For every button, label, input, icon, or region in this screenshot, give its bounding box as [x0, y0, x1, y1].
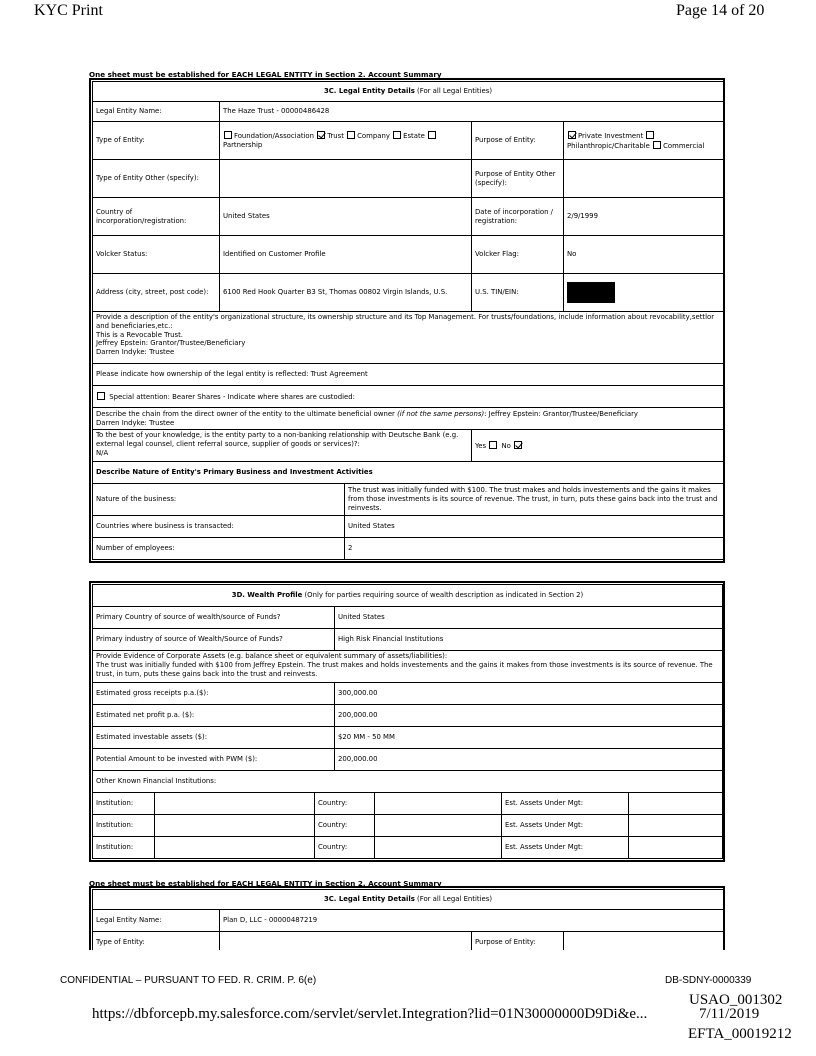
institution-aum-value — [629, 793, 723, 815]
institution-country-label: Country: — [315, 837, 375, 859]
primary-industry-value: High Risk Financial Institutions — [335, 629, 723, 651]
institution-row — [93, 837, 723, 859]
legal-entity-details-section-2 — [89, 886, 725, 950]
type-other-value — [220, 160, 472, 198]
print-date: 7/11/2019 — [699, 1006, 760, 1022]
purpose-other-label: Purpose of Entity Other (specify): — [472, 160, 564, 198]
gross-receipts-label: Estimated gross receipts p.a.($): — [93, 683, 335, 705]
bearer-shares-label: Special attention: Bearer Shares - Indicate where shares are custodied: — [109, 392, 355, 401]
legal-entity-name-label: Legal Entity Name: — [93, 102, 220, 122]
entity-description-line-2: Jeffrey Epstein: Grantor/Trustee/Beneficiary — [96, 339, 246, 348]
bates-number-sdny: DB-SDNY-0000339 — [665, 975, 752, 986]
section-3c-2-title: 3C. Legal Entity Details — [323, 895, 415, 904]
type-of-entity-label-2: Type of Entity: — [93, 932, 220, 951]
gross-receipts-value: 300,000.00 — [335, 683, 723, 705]
entity-description-cell — [93, 312, 724, 364]
volcker-status-label: Volcker Status: — [93, 236, 220, 274]
partnership-option-label: Partnership — [223, 141, 263, 149]
institution-aum-label: Est. Assets Under Mgt: — [502, 815, 629, 837]
institution-country-value — [375, 793, 502, 815]
nonbanking-yesno — [472, 430, 724, 462]
primary-country-label: Primary Country of source of wealth/source of Funds? — [93, 607, 335, 629]
institution-aum-value — [629, 837, 723, 859]
trust-option-label: Trust — [327, 132, 344, 141]
entity-description-line-1: This is a Revocable Trust. — [96, 330, 183, 339]
type-of-entity-value-2 — [220, 932, 472, 951]
tin-value-cell — [564, 274, 724, 312]
nonbanking-prompt: To the best of your knowledge, is the entity party to a non-banking relationship with Deutsche Bank (e.g. external legal counsel, client referral source, supplier of goods or services)?: — [96, 431, 459, 448]
institution-value — [155, 837, 315, 859]
institution-country-label: Country: — [315, 815, 375, 837]
country-incorporation-value: United States — [220, 198, 472, 236]
private-investment-checkbox[interactable] — [568, 131, 576, 139]
foundation-checkbox[interactable] — [224, 131, 232, 139]
date-incorporation-value: 2/9/1999 — [564, 198, 724, 236]
bearer-shares-checkbox[interactable] — [97, 392, 105, 400]
ownership-chain-value: Jeffrey Epstein: Grantor/Trustee/Beneficiary — [488, 409, 639, 418]
institution-label: Institution: — [93, 837, 155, 859]
confidential-notice: CONFIDENTIAL – PURSUANT TO FED. R. CRIM. P. 6(e) — [60, 975, 317, 986]
date-incorporation-label: Date of incorporation / registration: — [472, 198, 564, 236]
philanthropic-checkbox[interactable] — [646, 131, 654, 139]
institution-aum-label: Est. Assets Under Mgt: — [502, 837, 629, 859]
commercial-checkbox[interactable] — [653, 141, 661, 149]
institution-label: Institution: — [93, 815, 155, 837]
ownership-chain-value-2: Darren Indyke: Trustee — [96, 418, 175, 427]
legal-entity-name-value: The Haze Trust - 00000486428 — [220, 102, 724, 122]
pwm-amount-value: 200,000.00 — [335, 749, 723, 771]
foundation-option-label: Foundation/Association — [234, 132, 315, 141]
ownership-value: Trust Agreement — [310, 370, 368, 379]
institution-value — [155, 793, 315, 815]
company-checkbox[interactable] — [347, 131, 355, 139]
efta-stamp: EFTA_00019212 — [688, 1026, 792, 1042]
volcker-flag-label: Volcker Flag: — [472, 236, 564, 274]
countries-label: Countries where business is transacted: — [93, 516, 345, 538]
purpose-of-entity-label: Purpose of Entity: — [472, 122, 564, 160]
nature-of-business-label: Nature of the business: — [93, 484, 345, 516]
nature-of-business-value: The trust was initially funded with $100. The trust makes and holds investements and the gains it makes from those investments is its source of revenue. The trust, in turn, puts these gains back into the trust and reinvests. — [345, 484, 724, 516]
ownership-cell — [93, 364, 724, 386]
ownership-chain-note: (if not the same persons) — [397, 409, 485, 418]
address-label: Address (city, street, post code): — [93, 274, 220, 312]
wealth-profile-section — [89, 581, 725, 862]
entity-description-prompt: Provide a description of the entity's organizational structure, its ownership structure and its Top Management. For trusts/foundations, include information about revocability,settlor and beneficiaries,etc.: — [96, 313, 715, 330]
trust-checkbox[interactable] — [317, 131, 325, 139]
company-option-label: Company — [357, 132, 390, 141]
section-3c-2-subtitle: (For all Legal Entities) — [414, 895, 493, 904]
section-3d-title: 3D. Wealth Profile — [231, 591, 303, 600]
business-heading: Describe Nature of Entity's Primary Business and Investment Activities — [93, 462, 724, 484]
section-3c-subtitle: (For all Legal Entities) — [414, 87, 493, 96]
bearer-shares-cell — [93, 386, 724, 408]
estate-checkbox[interactable] — [393, 131, 401, 139]
investable-assets-value: $20 MM - 50 MM — [335, 727, 723, 749]
nonbanking-value: N/A — [96, 448, 109, 457]
purpose-other-value — [564, 160, 724, 198]
source-url[interactable]: https://dbforcepb.my.salesforce.com/servlet/servlet.Integration?lid=01N30000000D9Di&e... — [92, 1006, 648, 1022]
institution-row — [93, 793, 723, 815]
yes-checkbox[interactable] — [489, 441, 497, 449]
private-investment-label: Private Investment — [578, 131, 644, 140]
tin-label: U.S. TIN/EIN: — [472, 274, 564, 312]
investable-assets-label: Estimated investable assets ($): — [93, 727, 335, 749]
legal-entity-name-value-2: Plan D, LLC - 00000487219 — [220, 910, 724, 932]
usao-stamp: USAO_001302 — [689, 992, 783, 1008]
page-header-title: KYC Print — [34, 2, 103, 19]
purpose-of-entity-label-2: Purpose of Entity: — [472, 932, 564, 951]
section-3d-title-cell — [93, 585, 723, 607]
address-value: 6100 Red Hook Quarter B3 St, Thomas 00802 Virgin Islands, U.S. — [220, 274, 472, 312]
institution-label: Institution: — [93, 793, 155, 815]
type-of-entity-label: Type of Entity: — [93, 122, 220, 160]
corporate-assets-prompt: Provide Evidence of Corporate Assets (e.g. balance sheet or equivalent summary of assets/liabilities): — [96, 652, 448, 660]
purpose-of-entity-options — [564, 122, 724, 160]
section-3c-title-cell — [93, 82, 724, 102]
nonbanking-cell — [93, 430, 472, 462]
purpose-of-entity-value-2 — [564, 932, 724, 951]
legal-entity-details-section — [89, 78, 725, 563]
employees-value: 2 — [345, 538, 724, 560]
no-label: No — [501, 441, 511, 450]
institution-aum-label: Est. Assets Under Mgt: — [502, 793, 629, 815]
section-3d-subtitle: (Only for parties requiring source of wealth description as indicated in Section 2) — [302, 591, 584, 600]
net-profit-label: Estimated net profit p.a. ($): — [93, 705, 335, 727]
corporate-assets-value: The trust was initially funded with $100 from Jeffrey Epstein. The trust makes and holds investements and the gains it makes from those investments is its source of revenue. The trust, in turn, puts these gains back into the trust and reinvests. — [96, 660, 713, 678]
institution-aum-value — [629, 815, 723, 837]
pwm-amount-label: Potential Amount to be invested with PWM ($): — [93, 749, 335, 771]
ownership-prompt: Please indicate how ownership of the legal entity is reflected: — [96, 370, 309, 379]
legal-entity-details-table-2 — [92, 889, 724, 950]
countries-value: United States — [345, 516, 724, 538]
primary-country-value: United States — [335, 607, 723, 629]
net-profit-value: 200,000.00 — [335, 705, 723, 727]
legal-entity-details-table — [92, 81, 724, 560]
type-of-entity-options — [220, 122, 472, 160]
institution-row — [93, 815, 723, 837]
ownership-chain-cell: Describe the chain from the direct owner of the entity to the ultimate beneficial owner (if not the same persons): Jeffrey Epstein: Grantor/Trustee/Beneficiary Darren Indyke: Trustee — [93, 408, 724, 430]
institution-value — [155, 815, 315, 837]
institution-country-value — [375, 815, 502, 837]
volcker-flag-value: No — [564, 236, 724, 274]
yes-label: Yes — [475, 441, 487, 450]
ownership-chain-prompt: Describe the chain from the direct owner of the entity to the ultimate beneficial owner — [96, 409, 395, 418]
sheet-note: One sheet must be established for EACH LEGAL ENTITY in Section 2. Account Summary — [89, 70, 442, 79]
commercial-label: Commercial — [663, 141, 705, 150]
other-institutions-label: Other Known Financial Institutions: — [93, 771, 723, 793]
corporate-assets-cell — [93, 651, 723, 683]
primary-industry-label: Primary industry of source of Wealth/Source of Funds? — [93, 629, 335, 651]
country-incorporation-label: Country of incorporation/registration: — [93, 198, 220, 236]
partnership-checkbox[interactable] — [428, 131, 436, 139]
legal-entity-name-label-2: Legal Entity Name: — [93, 910, 220, 932]
type-other-label: Type of Entity Other (specify): — [93, 160, 220, 198]
wealth-profile-table — [92, 584, 723, 859]
estate-option-label: Estate — [403, 132, 425, 141]
section-3c-title: 3C. Legal Entity Details — [323, 87, 415, 96]
institution-country-label: Country: — [315, 793, 375, 815]
section-3c-2-title-cell — [93, 890, 724, 910]
volcker-status-value: Identified on Customer Profile — [220, 236, 472, 274]
philanthropic-label: Philanthropic/Charitable — [567, 141, 650, 150]
employees-label: Number of employees: — [93, 538, 345, 560]
page-number: Page 14 of 20 — [676, 2, 765, 19]
no-checkbox[interactable] — [514, 441, 522, 449]
sheet-note-second: One sheet must be established for EACH LEGAL ENTITY in Section 2. Account Summary — [89, 879, 442, 888]
institution-country-value — [375, 837, 502, 859]
redaction-box — [567, 282, 615, 303]
entity-description-line-3: Darren Indyke: Trustee — [96, 348, 175, 357]
